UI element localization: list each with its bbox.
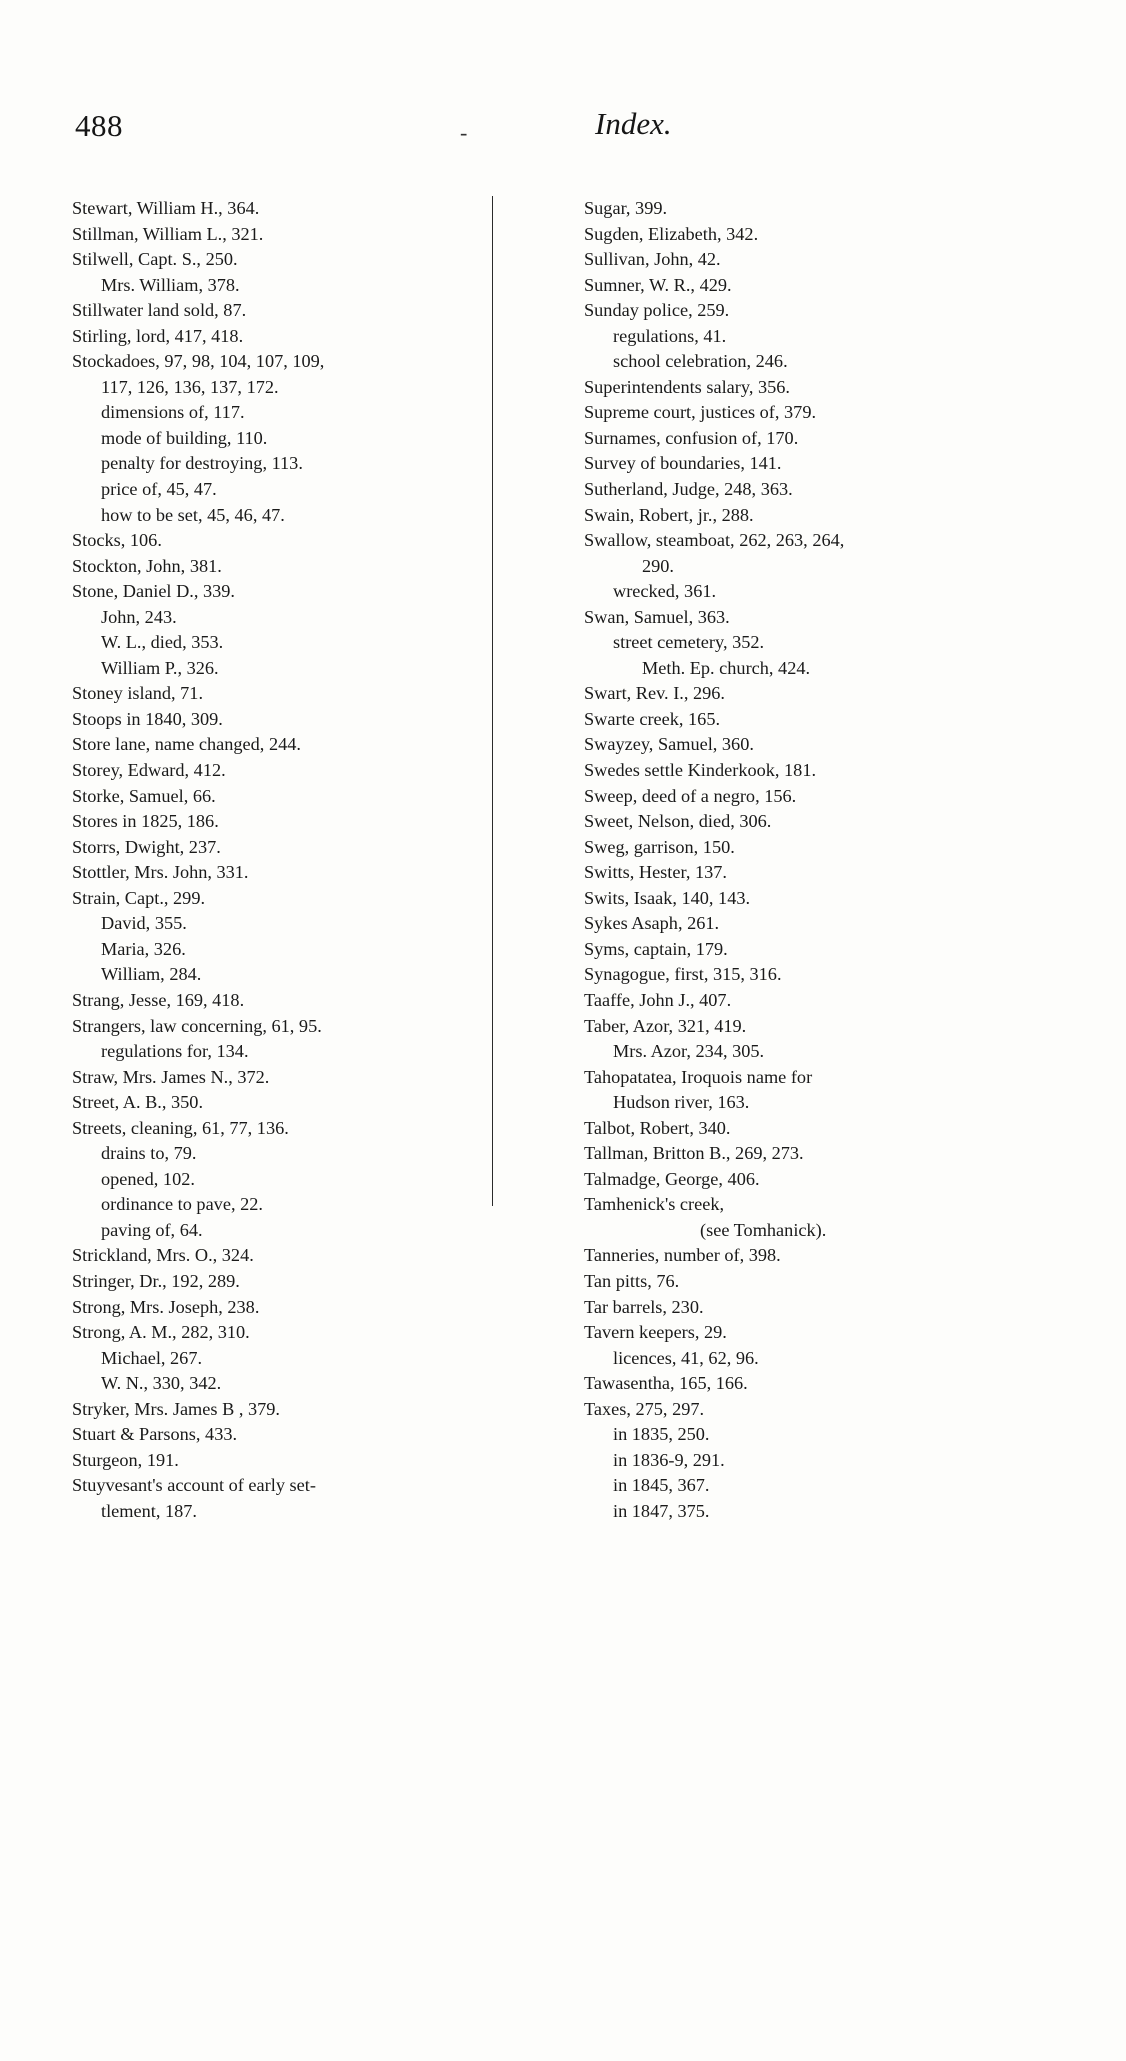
index-entry: Maria, 326. [101,938,186,959]
index-column-left [72,196,527,1524]
index-entry: Taber, Azor, 321, 419. [584,1015,747,1036]
index-entry: Mrs. William, 378. [101,274,240,295]
index-entry: Sturgeon, 191. [72,1449,179,1470]
index-entry: Storke, Samuel, 66. [72,785,216,806]
index-entry: Survey of boundaries, 141. [584,453,782,474]
index-entry: Stewart, William H., 364. [72,198,260,218]
index-entry: Swarte creek, 165. [584,708,721,729]
index-entry: licences, 41, 62, 96. [613,1347,759,1368]
index-entry: W. L., died, 353. [101,632,224,653]
index-entry: paving of, 64. [101,1219,203,1240]
index-entry: Stocks, 106. [72,530,162,551]
index-entry: in 1847, 375. [613,1500,710,1521]
index-entry: Strangers, law concerning, 61, 95. [72,1015,322,1036]
index-entry: Tan pitts, 76. [584,1270,680,1291]
page-header [75,108,1055,148]
index-entry: Tanneries, number of, 398. [584,1245,781,1266]
index-entry: Streets, cleaning, 61, 77, 136. [72,1117,289,1138]
index-entry: Stockadoes, 97, 98, 104, 107, 109, [72,351,325,372]
index-entry: Straw, Mrs. James N., 372. [72,1066,270,1087]
index-entry: Synagogue, first, 315, 316. [584,964,782,985]
index-entry: Swart, Rev. I., 296. [584,683,725,704]
index-entry: Stuart & Parsons, 433. [72,1424,238,1445]
index-entry: Tallman, Britton B., 269, 273. [584,1143,804,1164]
index-entry: Tar barrels, 230. [584,1296,704,1317]
index-entry: Stringer, Dr., 192, 289. [72,1270,240,1291]
index-entry: Stone, Daniel D., 339. [72,581,235,602]
index-entry: regulations, 41. [613,325,727,346]
index-entry: Surnames, confusion of, 170. [584,427,799,448]
index-entry: Stockton, John, 381. [72,555,222,576]
index-entry: Meth. Ep. church, 424. [642,657,811,678]
index-column-right [584,196,1062,1524]
index-entry: Taaffe, John J., 407. [584,989,732,1010]
index-entry: in 1845, 367. [613,1475,710,1496]
index-entry: Swallow, steamboat, 262, 263, 264, [584,530,845,551]
index-entry: Storey, Edward, 412. [72,760,226,781]
index-entry: Sumner, W. R., 429. [584,274,732,295]
index-entry: Swayzey, Samuel, 360. [584,734,754,755]
index-entry: Sugden, Elizabeth, 342. [584,223,759,244]
index-entry: Sullivan, John, 42. [584,249,721,270]
index-entry: Strong, Mrs. Joseph, 238. [72,1296,260,1317]
index-entry: Strain, Capt., 299. [72,887,206,908]
index-entry: regulations for, 134. [101,1041,249,1062]
index-entry: Tamhenick's creek, [584,1194,725,1215]
index-entry: John, 243. [101,606,177,627]
page-number: 488 [75,108,123,143]
index-entry: Superintendents salary, 356. [584,376,790,397]
index-entry: Sweg, garrison, 150. [584,836,735,857]
index-entry: in 1835, 250. [613,1424,710,1445]
index-entry: 117, 126, 136, 137, 172. [101,376,279,397]
index-entry: Sunday police, 259. [584,300,730,321]
index-entry: Hudson river, 163. [613,1092,750,1113]
index-entry: Stoops in 1840, 309. [72,708,223,729]
index-entry: price of, 45, 47. [101,479,217,500]
index-entry: Mrs. Azor, 234, 305. [613,1041,765,1062]
index-entry: Swedes settle Kinderkook, 181. [584,760,817,781]
index-entry: Michael, 267. [101,1347,203,1368]
index-entry: William, 284. [101,964,202,985]
index-entry: Tahopatatea, Iroquois name for [584,1066,813,1087]
index-entry: school celebration, 246. [613,351,788,372]
index-entry: Switts, Hester, 137. [584,862,727,883]
index-entry: Storrs, Dwight, 237. [72,836,221,857]
index-entry: Talmadge, George, 406. [584,1168,760,1189]
index-entry: William P., 326. [101,657,219,678]
header-dash: - [460,120,468,145]
index-entry: Strong, A. M., 282, 310. [72,1322,250,1343]
index-entry: Stottler, Mrs. John, 331. [72,862,249,883]
index-entry: Sweep, deed of a negro, 156. [584,785,797,806]
index-entry: street cemetery, 352. [613,632,765,653]
index-entry: Stoney island, 71. [72,683,204,704]
index-entry: ordinance to pave, 22. [101,1194,263,1215]
index-entry: Sweet, Nelson, died, 306. [584,811,772,832]
index-entry: opened, 102. [101,1168,195,1189]
index-entry: Sykes Asaph, 261. [584,913,720,934]
page-title: Index. [595,106,672,141]
index-entry: drains to, 79. [101,1143,197,1164]
index-entry: Swan, Samuel, 363. [584,606,730,627]
index-entry: Syms, captain, 179. [584,938,728,959]
index-entry: David, 355. [101,913,187,934]
index-entry: wrecked, 361. [613,581,717,602]
index-entry: Swits, Isaak, 140, 143. [584,887,751,908]
index-entry: in 1836-9, 291. [613,1449,725,1470]
index-entry: how to be set, 45, 46, 47. [101,504,285,525]
index-entry: Sutherland, Judge, 248, 363. [584,479,793,500]
index-entry: Stillman, William L., 321. [72,223,264,244]
index-entry: tlement, 187. [101,1500,197,1521]
index-entry: mode of building, 110. [101,427,268,448]
index-entry: Taxes, 275, 297. [584,1398,705,1419]
index-entry: 290. [642,555,674,576]
index-entry: Stryker, Mrs. James B , 379. [72,1398,280,1419]
index-entry: W. N., 330, 342. [101,1373,222,1394]
index-entry: Talbot, Robert, 340. [584,1117,731,1138]
index-entry: Store lane, name changed, 244. [72,734,301,755]
index-entry: penalty for destroying, 113. [101,453,303,474]
index-entry: Stores in 1825, 186. [72,811,219,832]
index-entry: Stuyvesant's account of early set- [72,1475,316,1496]
index-entry: Stillwater land sold, 87. [72,300,247,321]
index-entry: dimensions of, 117. [101,402,245,423]
index-entry: Stilwell, Capt. S., 250. [72,249,238,270]
index-entry: Tavern keepers, 29. [584,1322,727,1343]
index-entry: Supreme court, justices of, 379. [584,402,817,423]
index-entry: Stirling, lord, 417, 418. [72,325,244,346]
index-entry: (see Tomhanick). [700,1219,827,1240]
index-entry: Sugar, 399. [584,198,668,218]
index-entry: Strang, Jesse, 169, 418. [72,989,245,1010]
index-entry: Strickland, Mrs. O., 324. [72,1245,254,1266]
index-entry: Swain, Robert, jr., 288. [584,504,754,525]
index-entry: Tawasentha, 165, 166. [584,1373,748,1394]
index-entry: Street, A. B., 350. [72,1092,204,1113]
